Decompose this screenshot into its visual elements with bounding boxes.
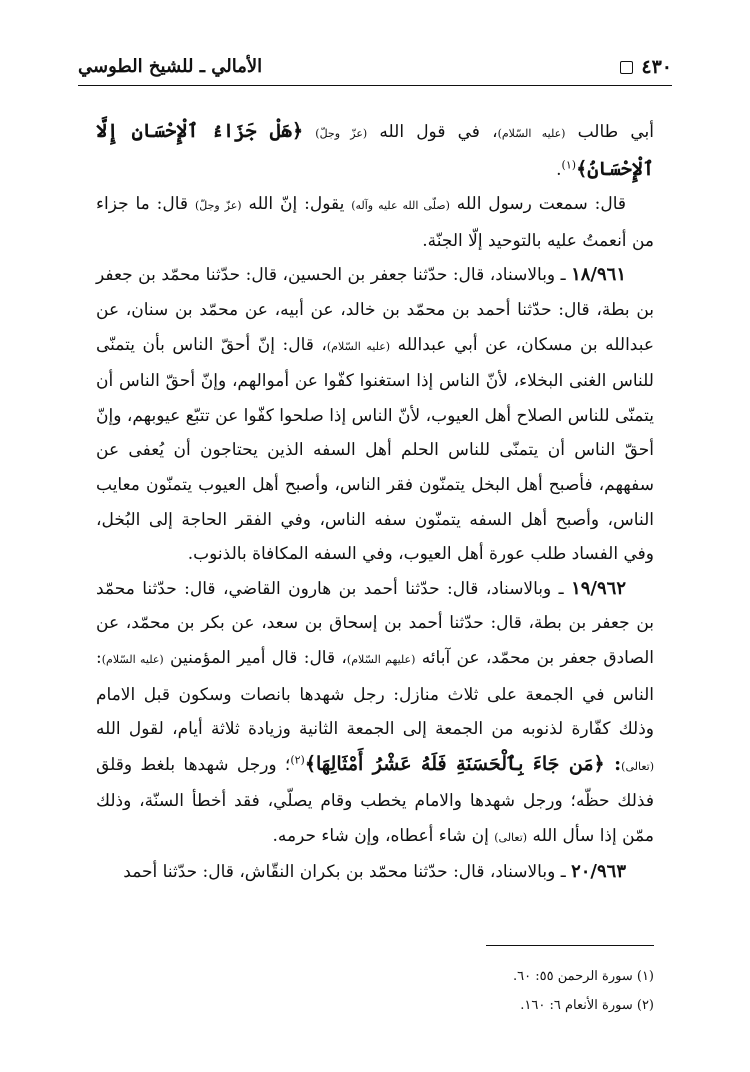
p4-text-b: ، قال: قال أمير المؤمنين	[170, 647, 347, 668]
p2-honorific-b: (عزّ وجلّ)	[194, 199, 242, 213]
footnote-rule	[486, 945, 654, 946]
p1-text-a: أبي طالب	[577, 122, 654, 142]
main-text	[96, 114, 654, 890]
page-number-text: ٤٣٠	[641, 56, 672, 78]
p4-honorific-a: (عليهم السّلام)	[346, 652, 416, 666]
paragraph-1	[96, 114, 654, 187]
square-ornament-icon	[620, 61, 633, 74]
p5-text-a: ـ وبالاسناد، قال: حدّثنا محمّد بن بكران النقّاش، قال: حدّثنا أحمد	[123, 862, 572, 883]
p1-end: .	[556, 159, 562, 180]
hadith-number-961: ١٨/٩٦١	[571, 264, 626, 286]
p2-text-c: قال: ما جزاء من أنعمتُ عليه بالتوحيد إلّا الجنّة.	[96, 194, 654, 251]
p4-text-d: ؛ ورجل شهدها بلغط وقلق فذلك حظّه؛ ورجل شهدها والامام يخطب وقام يصلّي، فقد أخطأ السنّة، وذلك ممّن إذا سأل الله	[96, 754, 654, 846]
paragraph-5	[96, 855, 654, 890]
footnote-2: (٢) سورة الأنعام ٦: ١٦٠.	[520, 998, 654, 1013]
p1-honorific-b: (عزّ وجلّ)	[315, 127, 368, 140]
p4-text-c: : الناس في الجمعة على ثلاث منازل: رجل شهدها بانصات وسكون قبل الامام وذلك كفّارة لذنوبه من الجمعة إلى الجمعة الثانية وزيادة ثلاثة أيام، لقول الله	[96, 647, 654, 740]
p4-honorific-c: (تعالى)	[621, 759, 654, 773]
hadith-number-963: ٢٠/٩٦٣	[571, 861, 626, 883]
footnote-1: (١) سورة الرحمن ٥٥: ٦٠.	[512, 969, 654, 984]
p2-text-a: قال: سمعت رسول الله	[456, 194, 627, 215]
p3-text-b: ، قال: إنّ أحقّ الناس بأن يتمنّى للناس الغنى البخلاء، لأنّ الناس إذا استغنوا كفّوا عن أموالهم، وإنّ أحقّ الناس أن يتمنّى للناس الصلاح أهل العيوب، لأنّ الناس إذا صلحوا كفّوا عن تتبّع عيوبهم، وإنّ أحقّ الناس أن يتمنّى للناس الحلم أهل السفه الذين يحتاجون أن يُعفى عن سفههم، فأصبح أهل البخل يتمنّون فقر الناس، وأصبح أهل العيوب يتمنّون معايب الناس، وأصبح أهل السفه يتمنّون سفه الناس، وفي الفقر الحاجة إلى البُخل، وفي الفساد طلب عورة أهل العيوب، وفي السفه المكافاة بالذنوب.	[96, 334, 654, 565]
p4-honorific-d: (تعالى)	[494, 830, 528, 844]
p4-quran-verse: : ﴿مَن جَاءَ بِٱلْحَسَنَةِ فَلَهُ عَشْرُ أَمْثَالِهَا﴾	[304, 752, 622, 775]
paragraph-3	[96, 258, 654, 571]
p2-honorific-a: (صلّى الله عليه وآله)	[351, 199, 450, 213]
page-header	[78, 52, 672, 86]
footnote-ref-2: (٢)	[290, 753, 305, 767]
p2-text-b: يقول: إنّ الله	[248, 194, 352, 215]
footnotes	[96, 962, 654, 1020]
p1-honorific-a: (عليه السّلام)	[497, 127, 566, 140]
footnote-ref-1: (١)	[561, 157, 577, 171]
p3-text-a: ـ وبالاسناد، قال: حدّثنا جعفر بن الحسين، قال: حدّثنا محمّد بن جعفر بن بطة، قال: حدّثنا أحمد بن محمّد بن خالد، عن أبيه، عن محمّد بن سنان، عن عبدالله بن مسكان، عن أبي عبدالله	[96, 265, 654, 355]
header-rule	[78, 85, 672, 86]
hadith-number-962: ١٩/٩٦٢	[571, 577, 626, 599]
p4-honorific-b: (عليه السّلام)	[101, 652, 164, 666]
page-number	[620, 56, 672, 78]
p4-text-a: ـ وبالاسناد، قال: حدّثنا أحمد بن هارون القاضي، قال: حدّثنا محمّد بن جعفر بن بطة، قال: حدّثنا أحمد بن إسحاق بن سعد، عن بكر بن محمّد، عن الصادق جعفر بن محمّد، عن آبائه	[96, 578, 654, 668]
paragraph-2	[96, 187, 654, 258]
running-title: الأمالي ـ للشيخ الطوسي	[78, 56, 263, 77]
p3-honorific-a: (عليه السّلام)	[326, 339, 391, 353]
paragraph-4	[96, 572, 654, 856]
p1-text-b: ، في قول الله	[379, 122, 498, 142]
p1-quran-verse: ﴿هَلْ جَزَاءُ ٱلْإِحْسَانِ إِلَّا ٱلْإِحْسَانُ﴾	[96, 120, 654, 180]
p4-text-e: إن شاء أعطاه، وإن شاء حرمه.	[272, 825, 495, 846]
